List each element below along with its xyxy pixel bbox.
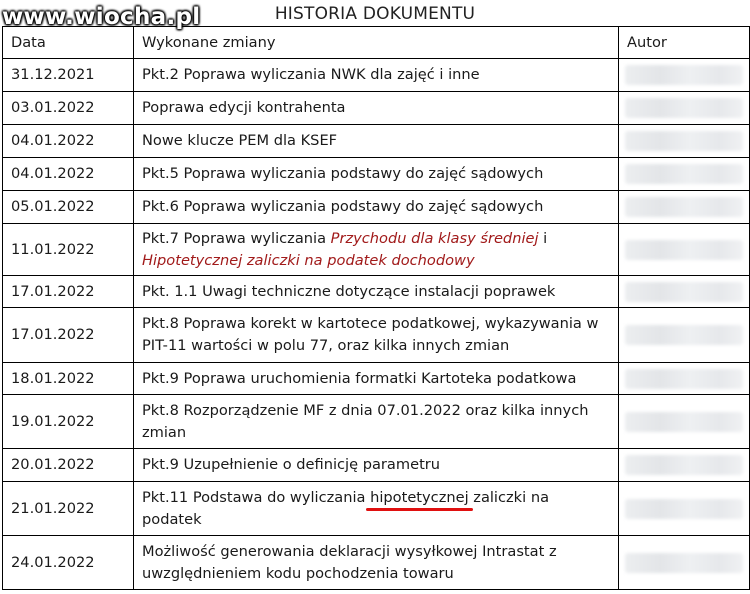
row-changes: Pkt.9 Poprawa uruchomienia formatki Kartoteka podatkowa [134, 363, 619, 395]
row-author-redacted [619, 482, 750, 536]
row-author-redacted [619, 449, 750, 482]
row-date: 20.01.2022 [3, 449, 134, 482]
row-author-redacted [619, 395, 750, 449]
redacted-author-blur [625, 98, 743, 118]
row-author-redacted [619, 158, 750, 191]
redacted-author-blur [625, 240, 743, 260]
table-row [3, 536, 750, 590]
table-row [3, 482, 750, 536]
redacted-author-blur [625, 197, 743, 217]
row-date: 03.01.2022 [3, 92, 134, 125]
table-row [3, 191, 750, 224]
row-author-redacted [619, 191, 750, 224]
row-changes-text: i [538, 229, 548, 247]
row-author-redacted [619, 276, 750, 308]
row-author-redacted [619, 536, 750, 590]
redacted-author-blur [625, 325, 743, 345]
row-date: 17.01.2022 [3, 276, 134, 308]
watermark-logo: www.wiocha.pl [2, 4, 201, 30]
redacted-author-blur [625, 164, 743, 184]
row-changes: Pkt.8 Rozporządzenie MF z dnia 07.01.2022 oraz kilka innych zmian [134, 395, 619, 449]
redacted-author-blur [625, 65, 743, 85]
underlined-term: hipotetycznej [370, 488, 469, 506]
row-changes: Pkt. 1.1 Uwagi techniczne dotyczące instalacji poprawek [134, 276, 619, 308]
emphasized-term: Przychodu dla klasy średniej [330, 229, 539, 247]
redacted-author-blur [625, 282, 743, 302]
table-row [3, 449, 750, 482]
row-author-redacted [619, 224, 750, 276]
table-header-row [3, 27, 750, 59]
row-changes: Pkt.9 Uzupełnienie o definicję parametru [134, 449, 619, 482]
header-changes: Wykonane zmiany [134, 27, 619, 59]
redacted-author-blur [625, 369, 743, 389]
row-changes: Poprawa edycji kontrahenta [134, 92, 619, 125]
row-changes [134, 482, 619, 536]
row-changes-text: Pkt.7 Poprawa wyliczania [142, 229, 331, 247]
history-table [2, 26, 750, 590]
row-date: 05.01.2022 [3, 191, 134, 224]
redacted-author-blur [625, 455, 743, 475]
emphasized-term: Hipotetycznej zaliczki na podatek dochodowy [142, 251, 475, 269]
row-changes: Możliwość generowania deklaracji wysyłkowej Intrastat z uwzględnieniem kodu pochodzenia towaru [134, 536, 619, 590]
row-date: 04.01.2022 [3, 125, 134, 158]
row-date: 17.01.2022 [3, 308, 134, 363]
row-author-redacted [619, 92, 750, 125]
row-date: 04.01.2022 [3, 158, 134, 191]
table-row [3, 276, 750, 308]
row-changes: Nowe klucze PEM dla KSEF [134, 125, 619, 158]
row-author-redacted [619, 125, 750, 158]
row-changes-text: zaliczki na podatek [142, 488, 550, 528]
row-date: 18.01.2022 [3, 363, 134, 395]
row-date: 11.01.2022 [3, 224, 134, 276]
table-row [3, 59, 750, 92]
table-row [3, 224, 750, 276]
row-author-redacted [619, 308, 750, 363]
redacted-author-blur [625, 499, 743, 519]
table-row [3, 395, 750, 449]
row-date: 24.01.2022 [3, 536, 134, 590]
page-title: HISTORIA DOKUMENTU [274, 4, 476, 24]
row-changes-text: Pkt.11 Podstawa do wyliczania [142, 488, 371, 506]
row-date: 21.01.2022 [3, 482, 134, 536]
redacted-author-blur [625, 412, 743, 432]
table-row [3, 125, 750, 158]
header-author: Autor [619, 27, 750, 59]
row-author-redacted [619, 363, 750, 395]
row-date: 31.12.2021 [3, 59, 134, 92]
row-changes: Pkt.6 Poprawa wyliczania podstawy do zajęć sądowych [134, 191, 619, 224]
row-changes: Pkt.2 Poprawa wyliczania NWK dla zajęć i inne [134, 59, 619, 92]
row-changes: Pkt.8 Poprawa korekt w kartotece podatkowej, wykazywania w PIT-11 wartości w polu 77, oraz kilka innych zmian [134, 308, 619, 363]
redacted-author-blur [625, 553, 743, 573]
table-row [3, 308, 750, 363]
row-date: 19.01.2022 [3, 395, 134, 449]
header-date: Data [3, 27, 134, 59]
redacted-author-blur [625, 131, 743, 151]
row-changes: Pkt.5 Poprawa wyliczania podstawy do zajęć sądowych [134, 158, 619, 191]
row-author-redacted [619, 59, 750, 92]
row-changes [134, 224, 619, 276]
table-row [3, 158, 750, 191]
table-row [3, 363, 750, 395]
table-row [3, 92, 750, 125]
